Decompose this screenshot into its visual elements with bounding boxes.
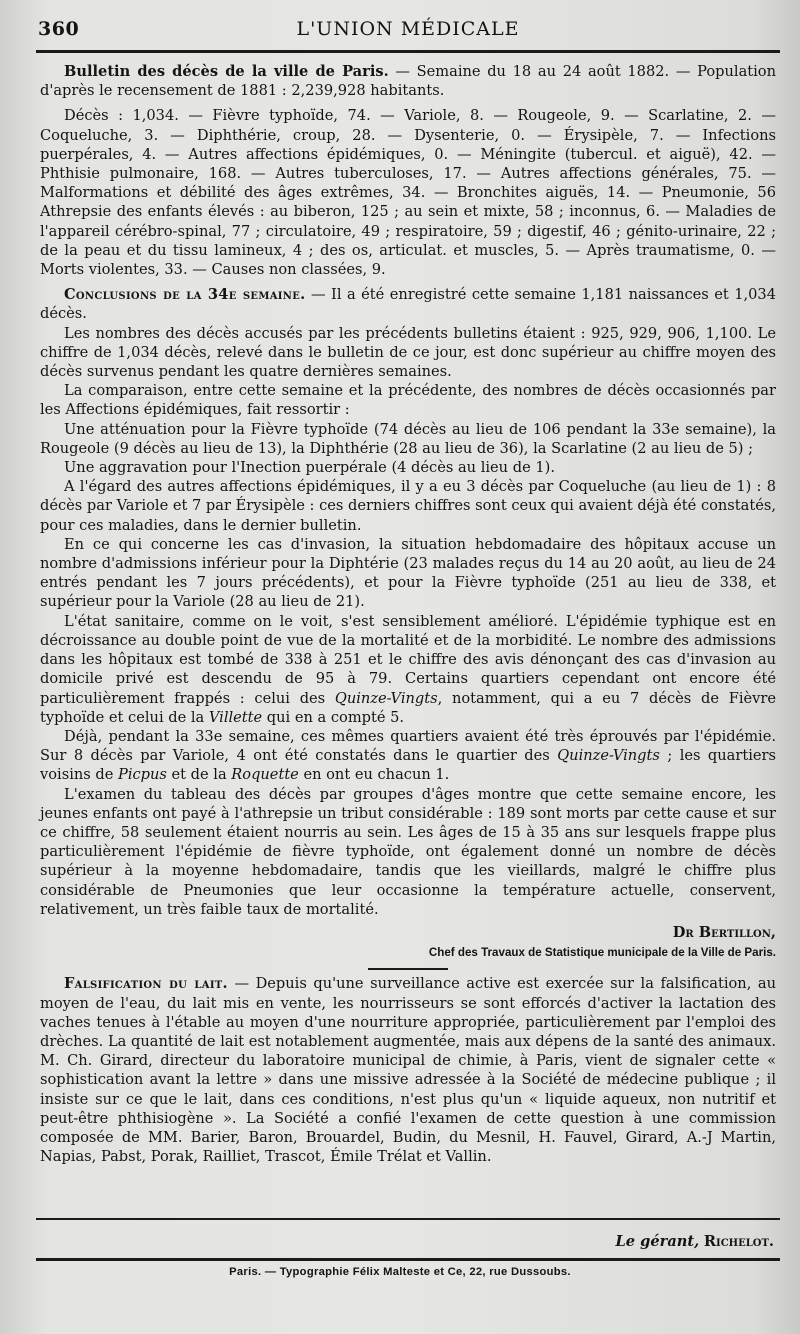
conclusions-p5: Une aggravation pour l'Inection puerpérale (4 décès au lieu de 1). (64, 459, 555, 477)
signature-name: Dr Bertillon, (672, 923, 776, 941)
place-quinze-vingts-2: Quinze-Vingts (557, 747, 660, 765)
conclusions-p1: — Il a été enregistré cette semaine 1,181 naissances et 1,034 décès. (40, 286, 776, 323)
place-villette: Villette (208, 708, 263, 726)
conclusions-p4: Une atténuation pour la Fièvre typhoïde (74 décès au lieu de 106 pendant la 33e semaine), la Rougeole (9 décès au lieu de 13), la Diphthérie (28 au lieu de 36), la Scarlatine (2 au lieu de 5) ; (40, 420, 776, 457)
place-roquette: Roquette (231, 766, 299, 784)
footer-rule-top (36, 1218, 780, 1220)
conclusions-p7: En ce qui concerne les cas d'invasion, la situation hebdomadaire des hôpitaux accuse un nombre d'admissions inférieur pour la Diphtérie (23 malades reçus du 14 au 20 août, au lieu de 24 entrés pendant les 7 jours précédents), et pour la Fièvre typhoïde (251 au lieu de 338, et supérieur pour la Variole (28 au lieu de 21). (40, 535, 776, 611)
page-header (38, 14, 778, 44)
conclusions-p2: Les nombres des décès accusés par les précédents bulletins étaient : 925, 929, 906, 1,100. Le chiffre de 1,034 décès, relevé dans le bulletin de ce jour, est donc supérieur au chiffre moyen des décès survenus pendant les quatre dernières semaines. (40, 324, 776, 381)
article-body (40, 62, 776, 1166)
place-quinze-vingts: Quinze-Vingts (334, 689, 438, 707)
conclusions-p8 (40, 612, 776, 727)
bulletin-title: Bulletin des décès de la ville de Paris. (64, 63, 389, 80)
gerant-name: Richelot. (703, 1233, 774, 1250)
p9-text-b: ; les quartiers voisins de (40, 747, 776, 784)
deaths-list: Décès : 1,034. — Fièvre typhoïde, 74. — Variole, 8. — Rougeole, 9. — Scarlatine, 2. — Coqueluche, 3. — Diphthérie, croup, 28. — Dysenterie, 0. — Érysipèle, 7. — Infections puerpérales, 4. — Autres affections épidémiques, 0. — Méningite (tubercul. et aiguë), 42. — Phthisie pulmonaire, 168. — Autres tuberculoses, 17. — Autres affections générales, 75. — Malformations et débilité des âges extrêmes, 34. — Bronchites aiguës, 14. — Pneumonie, 56 Athrepsie des enfants élevés : au biberon, 125 ; au sein et mixte, 58 ; inconnus, 6. — Maladies de l'appareil cérébro-spinal, 77 ; circulatoire, 49 ; respiratoire, 59 ; digestif, 46 ; génito-urinaire, 22 ; de la peau et du tissu lamineux, 4 ; des os, articulat. et muscles, 5. — Après traumatisme, 0. — Morts violentes, 33. — Causes non classées, 9. (40, 107, 776, 279)
signature-block (40, 923, 776, 962)
falsification-text: — Depuis qu'une surveillance active est exercée sur la falsification, au moyen de l'eau, du lait mis en vente, les nourrisseurs se sont efforcés d'activer la lactation des vaches tenues à l'étable au moyen d'une nourriture appropriée, particulièrement par l'emploi des drèches. La quantité de lait est notablement augmentée, mais aux dépens de la santé des animaux. M. Ch. Girard, directeur du laboratoire municipal de chimie, à Paris, vient de signaler cette « sophistication avant la lettre » dans une missive adressée à la Société de médecine publique ; il insiste sur ce que le lait, dans ces conditions, n'est plus qu'un « liquide aqueux, non nutritif et peut-être phthisiogène ». La Société a confié l'examen de cette question à une commission composée de MM. Barier, Baron, Brouardel, Budin, du Mesnil, H. Fauvel, Girard, A.-J Martin, Napias, Pabst, Porak, Railliet, Trascot, Émile Trélat et Vallin. (40, 975, 776, 1166)
conclusions-p10: L'examen du tableau des décès par groupes d'âges montre que cette semaine encore, les jeunes enfants ont payé à l'athrepsie un tribut considérable : 189 sont morts par cette cause et sur ce chiffre, 58 seulement étaient nourris au sein. Les âges de 15 à 35 ans sur lesquels frappe plus particulièrement l'épidémie de fièvre typhoïde, ont également donné un nombre de décès supérieur à la moyenne hebdomadaire, tandis que les vieillards, malgré le chiffre plus considérable de Pneumonies que leur occasionne la température actuelle, conservent, relativement, un très faible taux de mortalité. (40, 785, 776, 918)
running-title: L'UNION MÉDICALE (296, 18, 520, 40)
p9-text-c: et de la (166, 766, 232, 784)
signature-title: Chef des Travaux de Statistique municipale de la Ville de Paris. (428, 946, 776, 960)
p8-text-b: , notamment, qui a eu 7 décès de Fièvre typhoïde et celui de la (40, 689, 776, 726)
gerant-label: Le gérant, (615, 1233, 700, 1250)
printer-imprint: Paris. — Typographie Félix Malteste et Ce, 22, rue Dussoubs. (229, 1266, 571, 1278)
place-picpus: Picpus (118, 766, 167, 784)
p8-text-a: L'état sanitaire, comme on le voit, s'est sensiblement amélioré. L'épidémie typhique est en décroissance au double point de vue de la mortalité et de la morbidité. Le nombre des admissions dans les hôpitaux est tombé de 338 à 251 et le chiffre des avis dénonçant des cas d'invasion au domicile privé est descendu de 95 à 79. Certains quartiers cependant ont encore été particulièrement frappés : celui des (40, 612, 776, 707)
bulletin-lead: — Semaine du 18 au 24 août 1882. — Population d'après le recensement de 1881 : 2,239,928 habitants. (40, 63, 776, 100)
conclusions-p3: La comparaison, entre cette semaine et la précédente, des nombres de décès occasionnés par les Affections épidémiques, fait ressortir : (40, 382, 776, 419)
conclusions-p6: A l'égard des autres affections épidémiques, il y a eu 3 décès par Coqueluche (au lieu de 1) : 8 décès par Variole et 7 par Érysipèle : ces derniers chiffres sont ceux qui avaient déjà été constatés, pour ces maladies, dans le dernier bulletin. (40, 478, 776, 534)
p9-text-a: Déjà, pendant la 33e semaine, ces mêmes quartiers avaient été très éprouvés par l'épidémie. Sur 8 décès par Variole, 4 ont été constatés dans le quartier des (40, 727, 776, 765)
header-rule (36, 50, 780, 53)
bulletin-intro (40, 62, 776, 100)
gerant-line (616, 1233, 774, 1250)
footer-rule-bottom (36, 1258, 780, 1261)
conclusions-p9 (40, 727, 776, 785)
page-number: 360 (38, 18, 80, 40)
section-divider (368, 968, 448, 970)
p8-text-c: qui en a compté 5. (262, 708, 405, 726)
falsification-heading: Falsification du lait. (64, 975, 228, 993)
p9-text-d: en ont eu chacun 1. (298, 766, 450, 784)
conclusions-heading: Conclusions de la 34e semaine. (64, 286, 306, 304)
conclusions-intro (40, 285, 776, 323)
falsification-article (40, 974, 776, 1166)
